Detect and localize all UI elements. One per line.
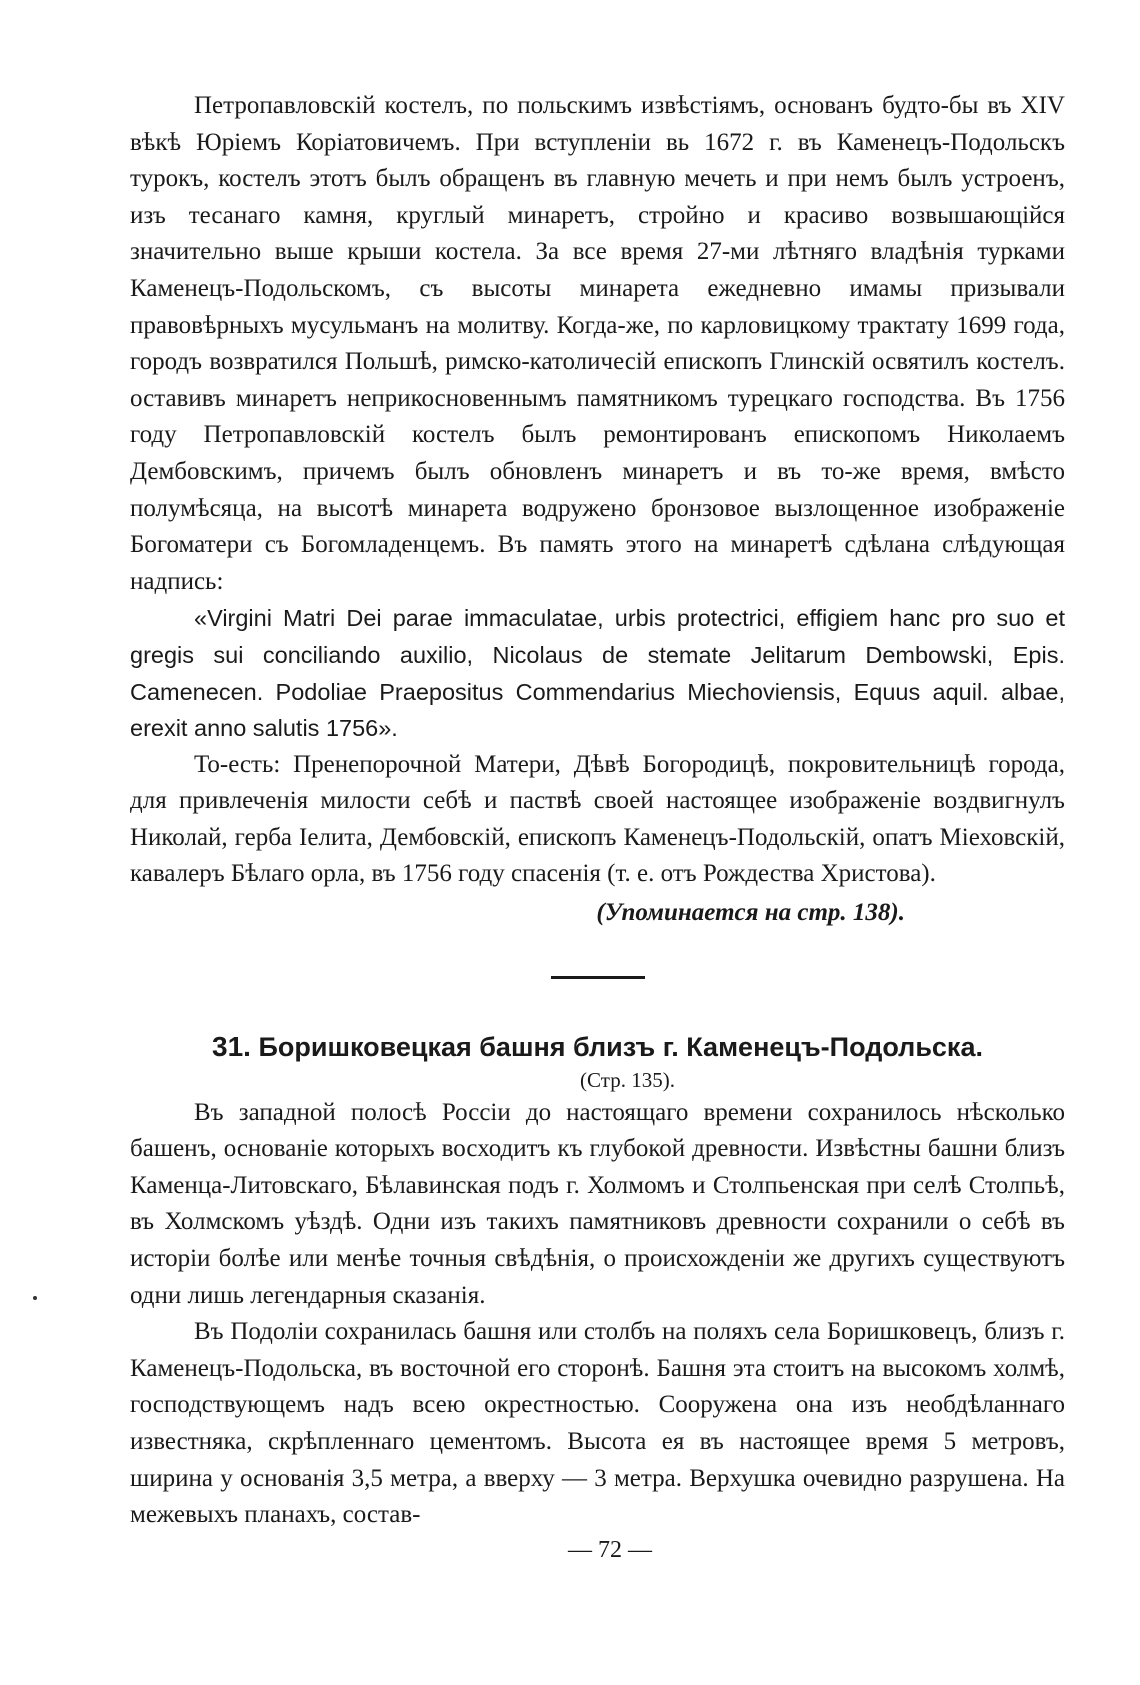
section-page-reference: (Стр. 135). xyxy=(580,1067,675,1092)
section-title: Боришковецкая башня близъ г. Каменецъ-Подольска. xyxy=(258,1031,983,1062)
paragraph-borishkovtsy-tower: Въ Подоліи сохранилась башня или столбъ на поляхъ села Боришковецъ, близъ г. Каменецъ-Подольска, въ восточной его сторонѣ. Башня эта стоитъ на высокомъ холмѣ, господствующемъ надъ всею окрестностью. Сооружена она изъ необдѣланнаго известняка, скрѣпленнаго цементомъ. Высота ея въ настоящее время 5 метровъ, ширина у основанія 3,5 метра, а вверху — 3 метра. Верхушка очевидно разрушена. На межевыхъ планахъ, состав- xyxy=(130,1318,1065,1529)
section-heading xyxy=(130,1029,1065,1065)
inscription-translation: То-есть: Пренепорочной Матери, Дѣвѣ Богородицѣ, покровительницѣ города, для привлеченія милости себѣ и паствѣ своей настоящее изображеніе воздвигнулъ Николай, герба Іелита, Дембовскій, епископъ Каменецъ-Подольскій, опатъ Міеховскій, кавалеръ Бѣлаго орла, въ 1756 году спасенія (т. е. отъ Рождества Христова). xyxy=(130,750,1065,888)
margin-speck xyxy=(33,1296,37,1300)
paragraph-towers-overview: Въ западной полосѣ Россіи до настоящаго времени сохранилось нѣсколько башенъ, основаніе которыхъ восходитъ къ глубокой древности. Извѣстны башни близъ Каменца-Литовскаго, Бѣлавинская подъ г. Холмомъ и Столпьенская при селѣ Столпьѣ, въ Холмскомъ уѣздѣ. Одни изъ такихъ памятниковъ древности сохранили о себѣ въ исторіи болѣе или менѣе точныя свѣдѣнія, о происхожденіи же другихъ существуютъ одни лишь легендарныя сказанія. xyxy=(130,1098,1065,1309)
section-divider xyxy=(551,976,645,979)
mention-reference: (Упоминается на стр. 138). xyxy=(596,899,905,927)
latin-inscription: «Virgini Matri Dei parae immaculatae, urbis protectrici, effigiem hanc pro suo et gregis sui conciliando auxilio, Nicolaus de stemate Jelitarum Dembowski, Epis. Camenecen. Podoliae Praepositus Commendarius Miechoviensis, Equus aquil. albae, erexit anno salutis 1756». xyxy=(130,605,1065,742)
section-number: 31. xyxy=(212,1030,251,1062)
page-number: — 72 — xyxy=(568,1537,652,1563)
paragraph-petropavlovsky-church: Петропавловскій костелъ, по польскимъ извѣстіямъ, основанъ будто-бы въ XIV вѣкѣ Юріемъ Коріатовичемъ. При вступленіи вь 1672 г. въ Каменецъ-Подольскъ турокъ, костелъ этотъ былъ обращенъ въ главную мечеть и при немъ былъ устроенъ, изъ тесанаго камня, круглый минаретъ, стройно и красиво возвышающійся значительно выше крыши костела. За все время 27-ми лѣтняго владѣнія турками Каменецъ-Подольскомъ, съ высоты минарета ежедневно имамы призывали правовѣрныхъ мусульманъ на молитву. Когда-же, по карловицкому трактату 1699 года, городъ возвратился Польшѣ, римско-католичесій епископъ Глинскій освятилъ костелъ. оставивъ минаретъ неприкосновеннымъ памятникомъ турецкаго господства. Въ 1756 году Петропавловскій костелъ былъ ремонтированъ епископомъ Николаемъ Дембовскимъ, причемъ былъ обновленъ минаретъ и въ то-же время, вмѣсто полумѣсяца, на высотѣ минарета водружено бронзовое вызлощенное изображеніе Богоматери съ Богомладенцемъ. Въ память этого на минаретѣ сдѣлана слѣдующая надпись: xyxy=(130,92,1065,595)
page-body xyxy=(130,88,1065,1534)
